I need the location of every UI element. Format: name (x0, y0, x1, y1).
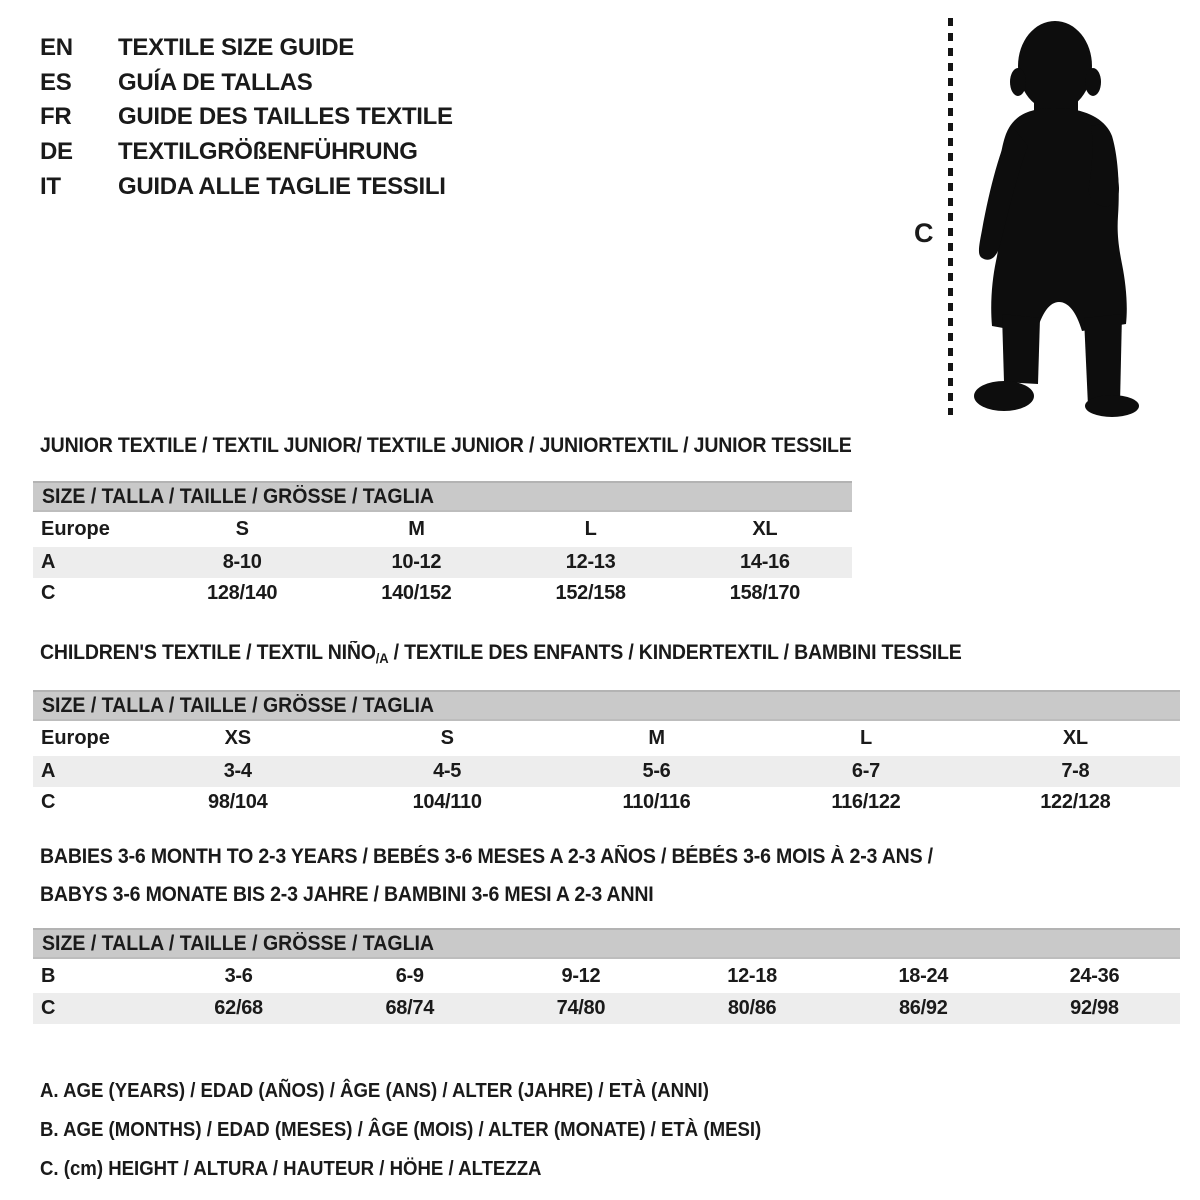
height-measure-dashed-line (948, 18, 953, 415)
height-cell: 80/86 (727, 997, 777, 1019)
height-cell: 152/158 (555, 582, 626, 604)
months-cell: 6-9 (395, 964, 424, 987)
language-code: DE (40, 138, 73, 166)
legend-height-cm: C. (cm) HEIGHT / ALTURA / HAUTEUR / HÖHE / ALTEZZA (40, 1158, 542, 1180)
months-cell: 9-12 (561, 964, 601, 987)
section-title-children: CHILDREN'S TEXTILE / TEXTIL $NIÑO_{/A}$ / TEXTILE DES ENFANTS / KINDERTEXTIL / BAMBINI TESSILE (40, 641, 962, 666)
gender-suffix: /A (375, 650, 389, 666)
size-cell: S (235, 518, 249, 540)
section-title-babies-line1: BABIES 3-6 MONTH TO 2-3 YEARS / BEBÉS 3-6 MESES A 2-3 AÑOS / BÉBÉS 3-6 MOIS À 2-3 ANS / (40, 845, 933, 868)
guide-title-it: GUIDA ALLE TAGLIE TESSILI (118, 172, 446, 200)
table-row-height (33, 787, 1180, 818)
age-cell: 7-8 (1061, 760, 1090, 782)
age-cell: 10-12 (391, 551, 442, 573)
table-row-months (33, 959, 1180, 993)
age-cell: 3-4 (223, 760, 252, 782)
height-cell: 116/122 (831, 791, 901, 813)
guide-title-de: TEXTILGRÖßENFÜHRUNG (118, 138, 418, 166)
row-label: C (41, 582, 56, 604)
age-cell: 5-6 (642, 760, 671, 782)
language-row-it (40, 169, 453, 204)
size-cell: XL (1062, 727, 1088, 749)
size-header-bar: SIZE / TALLA / TAILLE / GRÖSSE / TAGLIA (33, 690, 1180, 721)
height-cell: 122/128 (1040, 791, 1111, 813)
row-label: Europe (41, 518, 110, 540)
junior-size-table (33, 481, 852, 609)
table-row-europe (33, 512, 852, 547)
height-cell: 86/92 (898, 997, 948, 1019)
row-label: A (41, 760, 56, 782)
row-label: C (41, 791, 56, 813)
size-cell: M (408, 518, 425, 540)
height-cell: 158/170 (729, 582, 800, 604)
table-row-age (33, 756, 1180, 787)
row-label: A (41, 551, 56, 573)
guide-title-en: TEXTILE SIZE GUIDE (118, 34, 354, 62)
guide-title-es: GUÍA DE TALLAS (118, 68, 313, 96)
language-row-de (40, 135, 453, 170)
months-cell: 12-18 (727, 964, 777, 987)
row-label: B (41, 964, 56, 987)
language-code: ES (40, 68, 72, 96)
section-title-junior: JUNIOR TEXTILE / TEXTIL JUNIOR/ TEXTILE JUNIOR / JUNIORTEXTIL / JUNIOR TESSILE (40, 434, 852, 457)
guide-title-fr: GUIDE DES TAILLES TEXTILE (118, 103, 453, 131)
age-cell: 12-13 (565, 551, 616, 573)
size-cell: S (440, 727, 454, 749)
age-cell: 14-16 (740, 551, 790, 573)
language-code: IT (40, 172, 61, 200)
height-cell: 140/152 (381, 582, 452, 604)
language-title-list (40, 31, 453, 204)
months-cell: 3-6 (224, 964, 253, 987)
height-cell: 62/68 (214, 997, 263, 1019)
table-row-height (33, 578, 852, 609)
language-row-en (40, 31, 453, 66)
language-row-es (40, 66, 453, 101)
legend-age-years: A. AGE (YEARS) / EDAD (AÑOS) / ÂGE (ANS) / ALTER (JAHRE) / ETÀ (ANNI) (40, 1080, 709, 1102)
language-code: FR (40, 103, 72, 131)
height-cell: 74/80 (556, 997, 606, 1019)
height-cell: 104/110 (412, 791, 482, 813)
table-row-age (33, 547, 852, 578)
row-label: C (41, 997, 56, 1019)
height-cell: 128/140 (207, 582, 278, 604)
height-measure-label: C (914, 218, 934, 248)
months-cell: 18-24 (898, 964, 949, 987)
height-cell: 110/116 (622, 791, 691, 813)
size-header-bar: SIZE / TALLA / TAILLE / GRÖSSE / TAGLIA (33, 481, 852, 512)
size-cell: M (648, 727, 665, 749)
age-cell: 8-10 (222, 551, 262, 573)
size-cell: L (859, 727, 872, 749)
toddler-silhouette (966, 14, 1140, 418)
height-cell: 98/104 (208, 791, 268, 813)
babies-size-table (33, 928, 1180, 1024)
age-cell: 4-5 (433, 760, 462, 782)
size-header-bar: SIZE / TALLA / TAILLE / GRÖSSE / TAGLIA (33, 928, 1180, 959)
section-title-babies-line2: BABYS 3-6 MONATE BIS 2-3 JAHRE / BAMBINI 3-6 MESI A 2-3 ANNI (40, 883, 654, 906)
size-cell: XL (752, 518, 778, 540)
table-row-height (33, 993, 1180, 1024)
children-size-table (33, 690, 1180, 818)
language-code: EN (40, 34, 73, 62)
size-cell: XS (224, 727, 251, 749)
measurement-legend (40, 1072, 816, 1189)
language-row-fr (40, 100, 453, 135)
height-cell: 68/74 (385, 997, 435, 1019)
legend-age-months: B. AGE (MONTHS) / EDAD (MESES) / ÂGE (MOIS) / ALTER (MONATE) / ETÀ (MESI) (40, 1119, 762, 1141)
row-label: Europe (41, 727, 110, 749)
table-row-europe (33, 721, 1180, 756)
height-cell: 92/98 (1070, 997, 1119, 1019)
months-cell: 24-36 (1069, 964, 1120, 987)
age-cell: 6-7 (851, 760, 880, 782)
size-cell: L (584, 518, 597, 540)
